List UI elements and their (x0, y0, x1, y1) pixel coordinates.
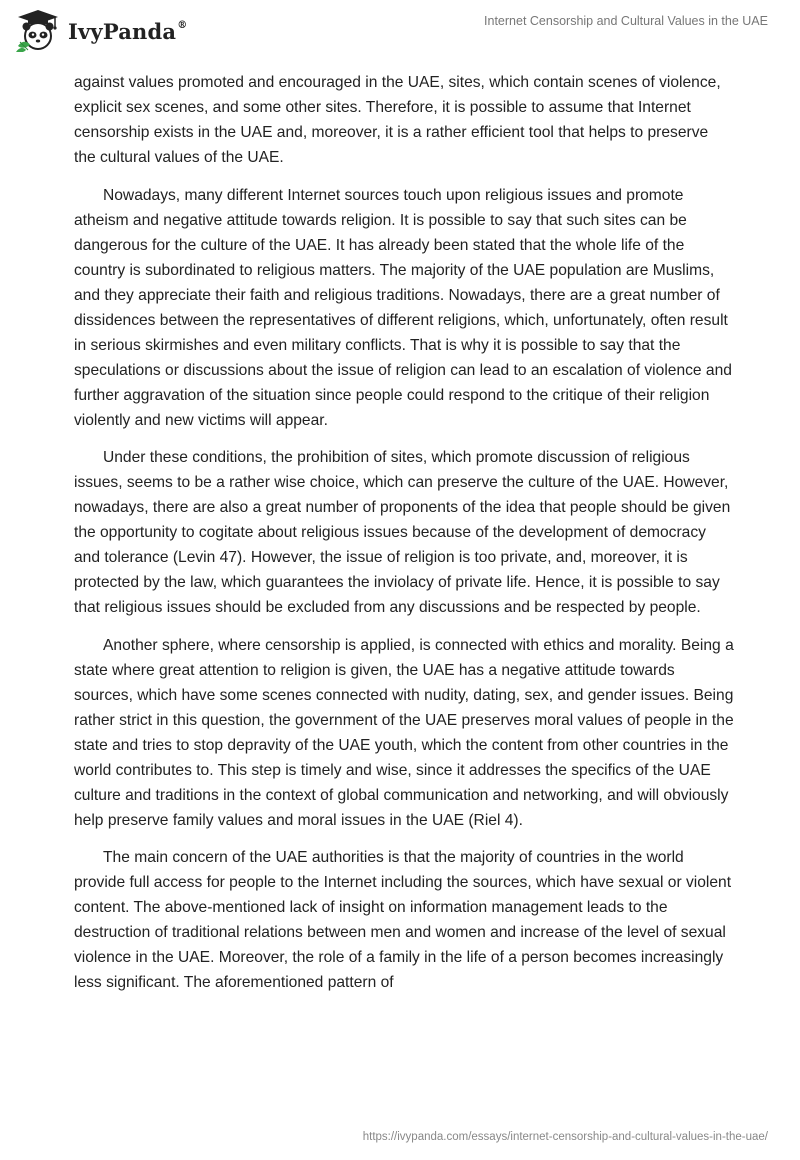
panda-graduate-icon (14, 8, 62, 52)
paragraph: Nowadays, many different Internet sources touch upon religious issues and promote atheism and negative attitude towards religion. It is possible to say that such sites can be dangerous for the culture of the UAE. It has already been stated that the whole life of the country is subordinated to religious matters. The majority of the UAE population are Muslims, and they appreciate their faith and religious traditions. Nowadays, there are a great number of dissidences between the representatives of different religions, which, unfortunately, often result in serious skirmishes and even military conflicts. That is why it is possible to say that the speculations or discussions about the issue of religion can lead to an escalation of violence and further aggravation of the situation since people could respond to the critique of their religion violently and new victims will appear. (74, 186, 732, 429)
paragraph: Under these conditions, the prohibition of sites, which promote discussion of religious issues, seems to be a rather wise choice, which can preserve the culture of the UAE. However, nowadays, there are also a great number of proponents of the idea that people should be given the opportunity to cogitate about religious issues because of the development of democracy and tolerance (Levin 47). However, the issue of religion is too private, and, moreover, it is protected by the law, which guarantees the inviolacy of private life. Hence, it is possible to say that religious issues should be excluded from any discussions and be respected by people. (74, 449, 731, 616)
paragraph: The main concern of the UAE authorities is that the majority of countries in the world provide full access for people to the Internet including the sources, which have sexual or violent content. The above-mentioned lack of insight on information management leads to the destruction of traditional relations between men and women and increase of the level of sexual violence in the UAE. Moreover, the role of a family in the life of a person becomes increasingly less significant. The aforementioned pattern of (74, 849, 732, 991)
document-title: Internet Censorship and Cultural Values in the UAE (484, 14, 768, 28)
essay-body (74, 70, 734, 1008)
brand-name: IvyPanda® (68, 18, 188, 44)
paragraph: Another sphere, where censorship is applied, is connected with ethics and morality. Being a state where great attention to religion is given, the UAE has a negative attitude towards sources, which have some scenes connected with nudity, dating, sex, and gender issues. Being rather strict in this question, the government of the UAE preserves moral values of people in the state and tries to stop depravity of the UAE youth, which the content from other countries in the world contributes to. This step is timely and wise, since it addresses the specifics of the UAE culture and traditions in the context of global communication and networking, and will obviously help preserve family values and moral issues in the UAE (Riel 4). (74, 636, 734, 829)
source-url-link[interactable]: https://ivypanda.com/essays/internet-censorship-and-cultural-values-in-the-uae/ (362, 1131, 768, 1143)
paragraph: against values promoted and encouraged in the UAE, sites, which contain scenes of violence, explicit sex scenes, and some other sites. Therefore, it is possible to assume that Internet censorship exists in the UAE and, moreover, it is a rather efficient tool that helps to preserve the cultural values of the UAE. (74, 74, 721, 166)
registered-mark: ® (177, 19, 188, 31)
ivypanda-logo[interactable] (14, 8, 187, 52)
page-header (0, 0, 800, 66)
